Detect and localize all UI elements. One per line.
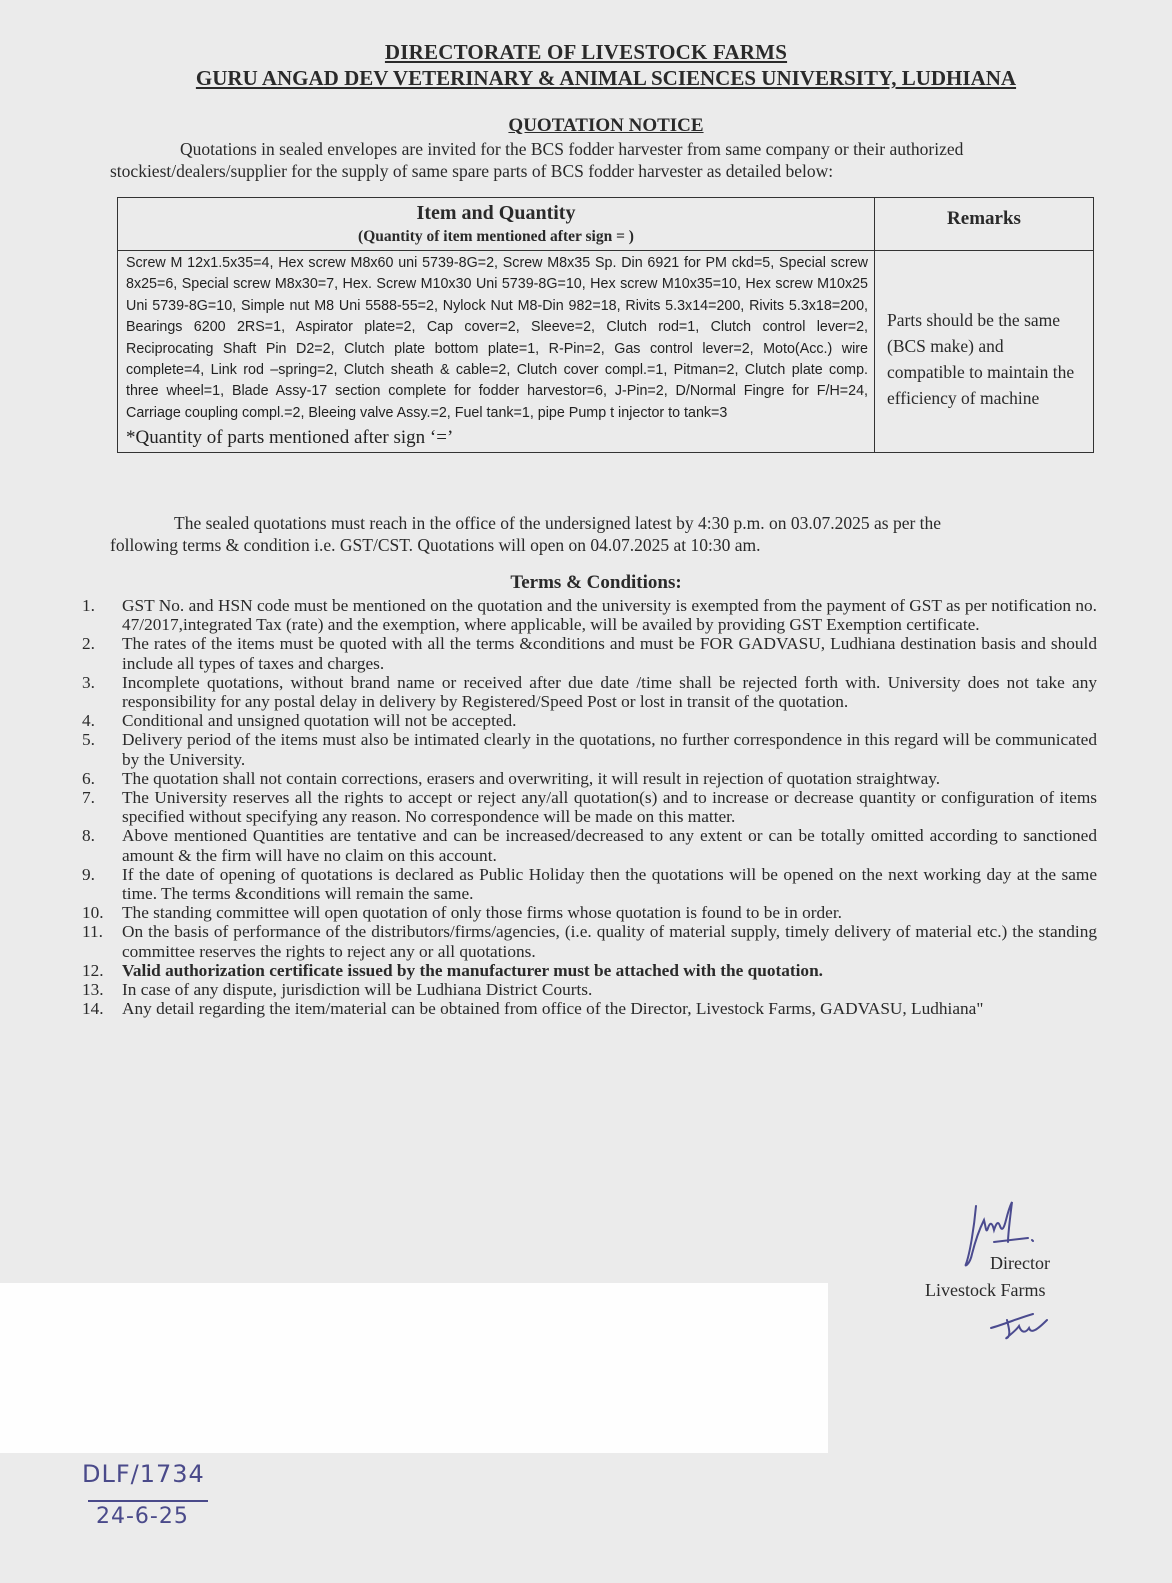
term-number: 12.: [82, 960, 104, 980]
term-text: In case of any dispute, jurisdiction will be Ludhiana District Courts.: [122, 980, 593, 1000]
term-text: GST No. and HSN code must be mentioned on the quotation and the university is exempted from the payment of GST as per notification no. 47/2017,integrated Tax (rate) and the exemption, where applicable, will be availed by providing GST Exemption certificate.: [122, 596, 1097, 635]
term-text: Conditional and unsigned quotation will not be accepted.: [122, 711, 517, 731]
term-text: Valid authorization certificate issued by the manufacturer must be attached with the quotation.: [122, 960, 823, 980]
term-number: 10.: [82, 903, 104, 923]
term-number: 3.: [82, 672, 95, 692]
reference-date: 24-6-25: [96, 1504, 189, 1529]
term-text: The University reserves all the rights to accept or reject any/all quotation(s) and to increase or decrease quantity or configuration of items specified without specifying any reason. No correspondence will be made on this matter.: [122, 788, 1097, 827]
term-item: [82, 980, 1097, 999]
terms-list: [82, 596, 1097, 1018]
terms-title: Terms & Conditions:: [510, 572, 682, 593]
redacted-area: [0, 1283, 828, 1453]
term-text: The rates of the items must be quoted with all the terms &conditions and must be FOR GADVASU, Ludhiana destination basis and should include all types of taxes and charges.: [122, 634, 1097, 673]
university-heading: GURU ANGAD DEV VETERINARY & ANIMAL SCIENCES UNIVERSITY, LUDHIANA: [195, 66, 1017, 90]
term-text: If the date of opening of quotations is declared as Public Holiday then the quotations will be opened on the next working day at the same time. The terms &conditions will remain the same.: [122, 864, 1097, 904]
term-item: [82, 922, 1097, 960]
deadline-paragraph: [110, 512, 1095, 556]
term-number: 7.: [82, 788, 95, 808]
term-item: [82, 961, 1097, 980]
signatory-office: Livestock Farms: [925, 1280, 1046, 1300]
term-number: 6.: [82, 768, 95, 788]
reference-handwritten: [82, 1458, 222, 1543]
term-number: 4.: [82, 711, 95, 731]
term-number: 11.: [82, 922, 103, 942]
term-text: The standing committee will open quotation of only those firms whose quotation is found to be in order.: [122, 903, 842, 923]
notice-title: QUOTATION NOTICE: [508, 115, 704, 136]
term-item: [82, 788, 1097, 826]
deadline-line-2: following terms & condition i.e. GST/CST. Quotations will open on 04.07.2025 at 10:30 am.: [110, 535, 761, 555]
signatory-title: Director: [990, 1253, 1050, 1273]
remarks-header: Remarks: [875, 198, 1094, 251]
term-item: [82, 826, 1097, 864]
reference-number: DLF/1734: [82, 1460, 205, 1488]
intro-line-2: stockiest/dealers/supplier for the supply of same spare parts of BCS fodder harvester as detailed below:: [110, 161, 834, 181]
term-item: [82, 730, 1097, 768]
deadline-line-1: The sealed quotations must reach in the office of the undersigned latest by 4:30 p.m. on 03.07.2025 as per the: [174, 513, 942, 533]
term-item: [82, 711, 1097, 730]
term-number: 13.: [82, 980, 104, 1000]
term-number: 9.: [82, 864, 95, 884]
directorate-heading: DIRECTORATE OF LIVESTOCK FARMS: [384, 40, 788, 64]
remarks-cell: Parts should be the same (BCS make) and compatible to maintain the efficiency of machine: [875, 251, 1094, 453]
term-number: 2.: [82, 634, 95, 654]
term-item: [82, 903, 1097, 922]
term-number: 14.: [82, 999, 104, 1019]
intro-paragraph: [110, 138, 1105, 182]
items-table-header: [118, 198, 1094, 251]
term-item: [82, 769, 1097, 788]
items-table-row: [118, 251, 1094, 453]
term-text: Incomplete quotations, without brand name or received after due date /time shall be rejected forth with. University does not take any responsibility for any postal delay in delivery by Registered/Speed Post or lost in transit of the quotation.: [122, 672, 1097, 712]
initials-signature: [985, 1306, 1055, 1342]
item-quantity-header: [118, 198, 875, 251]
term-item: [82, 634, 1097, 672]
term-item: [82, 673, 1097, 711]
term-text: Above mentioned Quantities are tentative and can be increased/decreased to any extent or can be totally omitted according to sanctioned amount & the firm will have no claim on this account.: [122, 826, 1097, 865]
term-item: [82, 596, 1097, 634]
term-text: The quotation shall not contain corrections, erasers and overwriting, it will result in rejection of quotation straightway.: [122, 768, 941, 788]
term-number: 1.: [82, 596, 95, 615]
term-number: 5.: [82, 730, 95, 750]
items-quantity-note: *Quantity of parts mentioned after sign ‘=’: [126, 427, 454, 449]
term-item: [82, 999, 1097, 1018]
term-text: Any detail regarding the item/material can be obtained from office of the Director, Livestock Farms, GADVASU, Ludhiana": [122, 999, 984, 1019]
intro-line-1: Quotations in sealed envelopes are invited for the BCS fodder harvester from same company or their authorized: [180, 139, 964, 159]
term-text: On the basis of performance of the distributors/firms/agencies, (i.e. quality of material supply, timely delivery of material etc.) the standing committee reserves the rights to reject any or all quotations.: [122, 922, 1097, 961]
items-table: [117, 197, 1094, 453]
items-list-text: Screw M 12x1.5x35=4, Hex screw M8x60 uni 5739-8G=2, Screw M8x35 Sp. Din 6921 for PM ckd=5, Special screw 8x25=6, Special screw M8x30=7, Hex. Screw M10x30 Uni 5739-8G=10, Hex screw M10x35=10, Hex screw M10x25 Uni 5739-8G=10, Simple nut M8 Uni 5588-55=2, Nylock Nut M8-Din 982=18, Rivits 5.3x14=200, Rivits 5.3x18=200, Bearings 6200 2RS=1, Aspirator plate=2, Cap cover=2, Sleeve=2, Clutch rod=1, Clutch control lever=2, Reciprocating Shaft Pin D2=2, Clutch plate bottom plate=1, R-Pin=2, Gas control lever=2, Moto(Acc.) wire complete=4, Link rod –spring=2, Clutch sheath & cable=2, Clutch cover compl.=1, Pitman=2, Clutch plate comp. three wheel=1, Blade Assy-17 section complete for fodder harvestor=6, J-Pin=2, D/Normal Fingre for F/H=24, Carriage coupling compl.=2, Bleeing valve Assy.=2, Fuel tank=1, pipe Pump t injector to tank=3: [126, 255, 868, 421]
items-cell: [118, 251, 875, 453]
term-item: [82, 865, 1097, 903]
item-quantity-subtitle: (Quantity of item mentioned after sign = ): [358, 228, 634, 245]
term-number: 8.: [82, 826, 95, 846]
item-quantity-title: Item and Quantity: [416, 202, 576, 224]
term-text: Delivery period of the items must also be intimated clearly in the quotations, no further correspondence in this regard will be communicated by the University.: [122, 730, 1097, 769]
reference-divider: [88, 1500, 208, 1502]
